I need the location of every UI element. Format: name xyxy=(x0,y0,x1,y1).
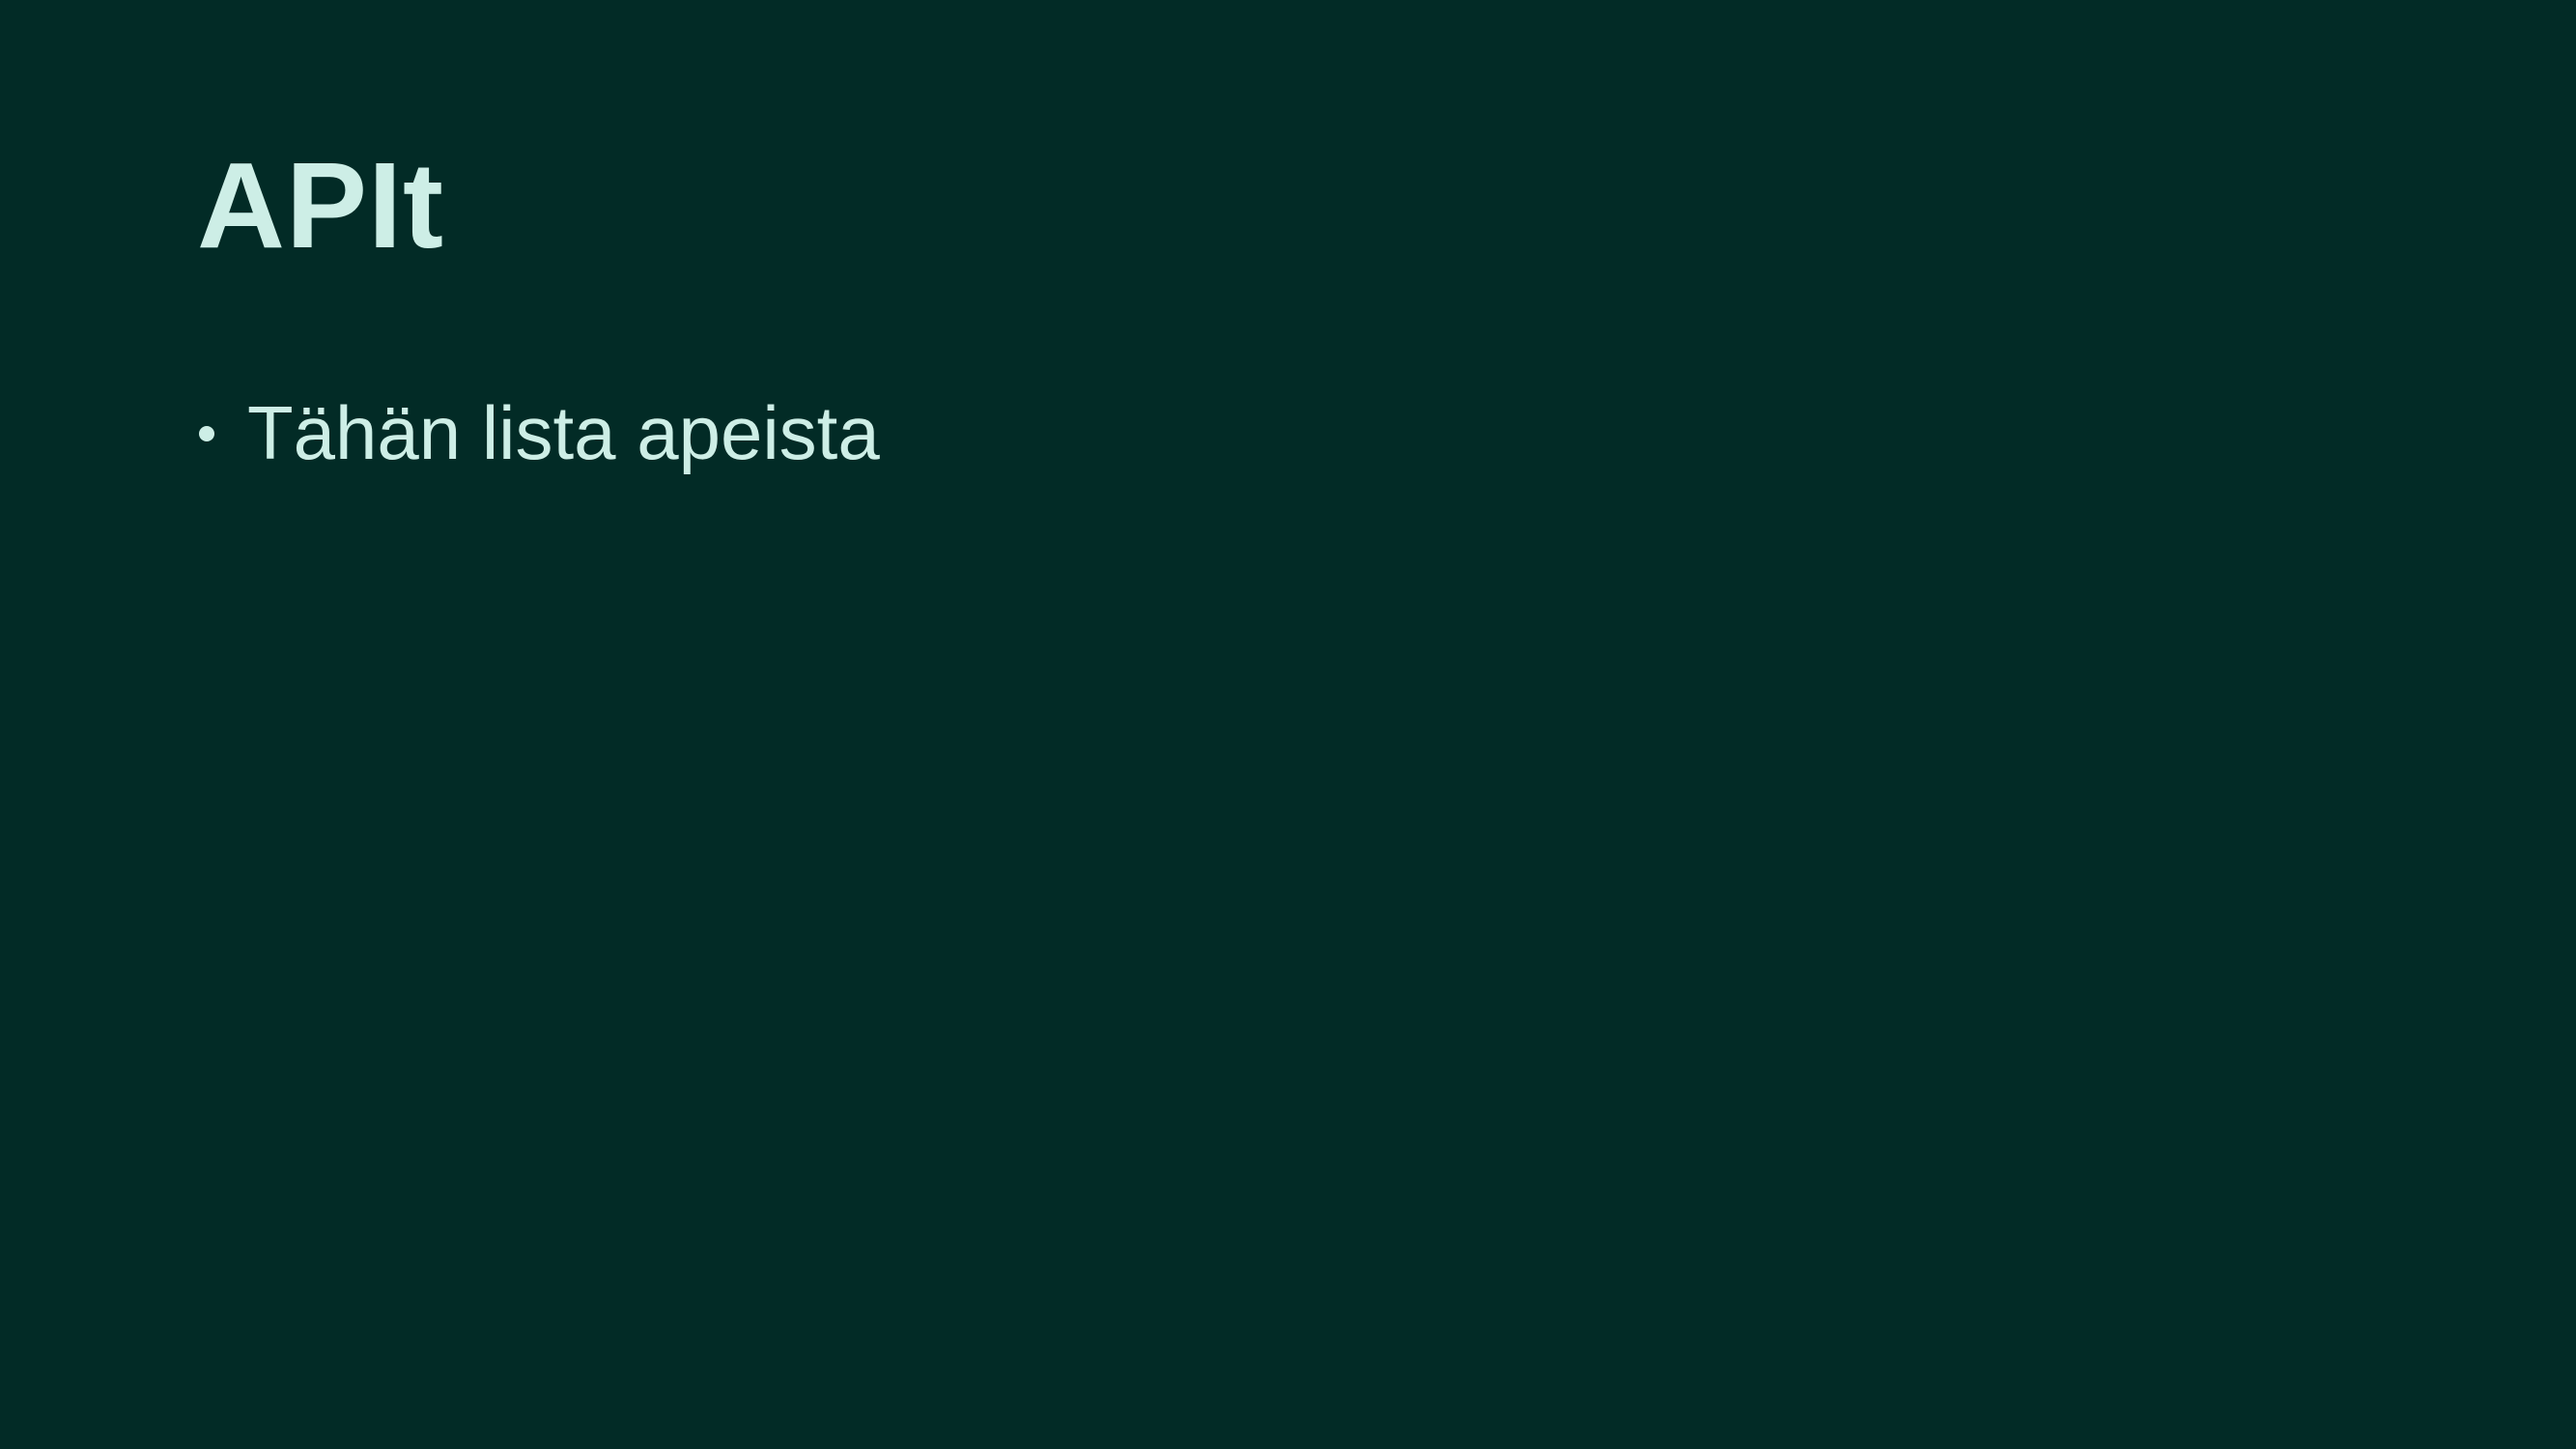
slide-title: APIt xyxy=(197,137,444,273)
bullet-dot-icon xyxy=(199,426,214,441)
bullet-text: Tähän lista apeista xyxy=(247,390,880,475)
bullet-list xyxy=(197,388,880,479)
bullet-item xyxy=(197,388,880,479)
